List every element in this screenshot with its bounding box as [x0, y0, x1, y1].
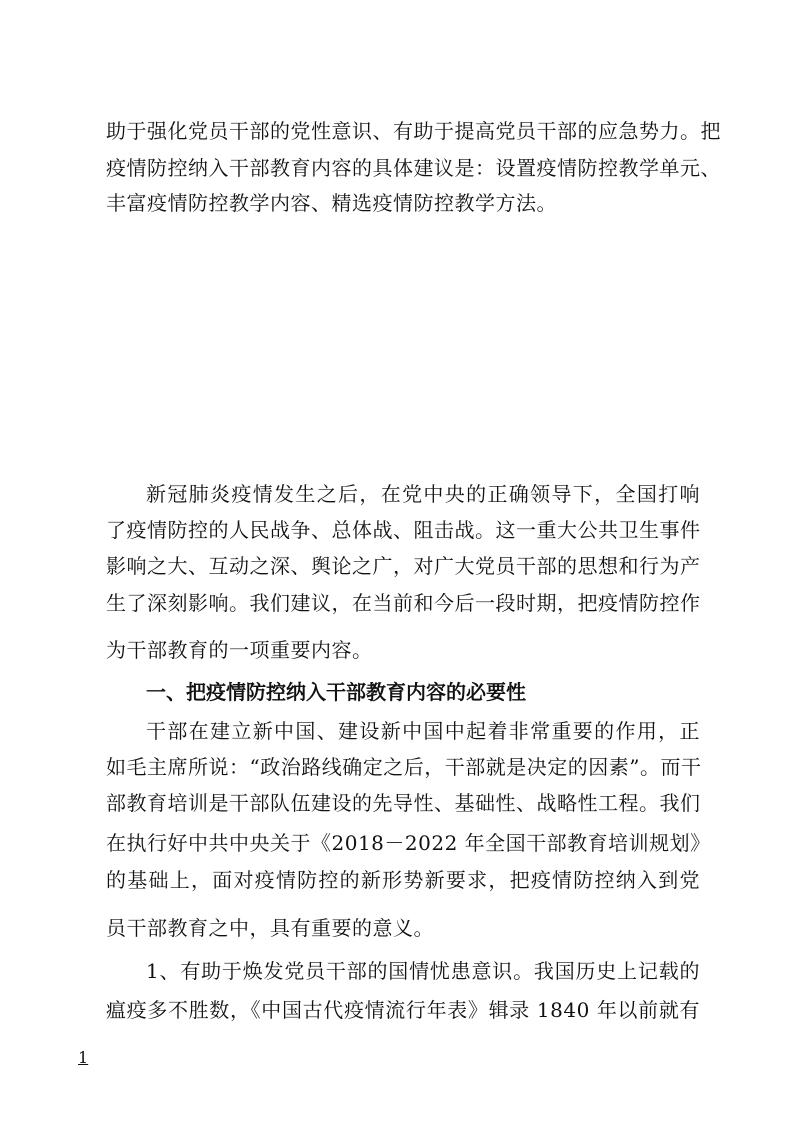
section-heading: 一、把疫情防控纳入干部教育内容的必要性: [146, 680, 526, 704]
intro-line-1: 新冠肺炎疫情发生之后，在党中央的正确领导下，全国打响: [146, 482, 700, 506]
section1-line-6: 员干部教育之中，具有重要的意义。: [106, 916, 434, 940]
section1-line-3: 部教育培训是干部队伍建设的先导性、基础性、战略性工程。我们: [106, 791, 701, 815]
section1-line-4: 在执行好中共中央关于《2018－2022 年全国干部教育培训规划》: [106, 831, 711, 855]
abstract-line-2: 疫情防控纳入干部教育内容的具体建议是：设置疫情防控教学单元、: [106, 156, 721, 180]
section1-line-5: 的基础上，面对疫情防控的新形势新要求，把疫情防控纳入到党: [106, 868, 700, 892]
point1-line-1: 1、有助于焕发党员干部的国情忧患意识。我国历史上记载的: [146, 959, 700, 983]
page-number: 1: [78, 1048, 89, 1067]
intro-line-4: 生了深刻影响。我们建议，在当前和今后一段时期，把疫情防控作: [106, 591, 701, 615]
intro-line-3: 影响之大、互动之深、舆论之广，对广大党员干部的思想和行为产: [106, 554, 701, 578]
abstract-line-1: 助于强化党员干部的党性意识、有助于提高党员干部的应急势力。把: [106, 119, 721, 143]
section1-line-1: 干部在建立新中国、建设新中国中起着非常重要的作用，正: [146, 719, 700, 743]
point1-line-2: 瘟疫多不胜数，《中国古代疫情流行年表》辑录 1840 年以前就有: [106, 998, 700, 1022]
abstract-line-3: 丰富疫情防控教学内容、精选疫情防控教学方法。: [106, 191, 557, 215]
intro-line-5: 为干部教育的一项重要内容。: [106, 638, 373, 662]
section1-line-2: 如毛主席所说：“政治路线确定之后，干部就是决定的因素”。而干: [106, 755, 702, 779]
intro-line-2: 了疫情防控的人民战争、总体战、阻击战。这一重大公共卫生事件: [106, 518, 701, 542]
